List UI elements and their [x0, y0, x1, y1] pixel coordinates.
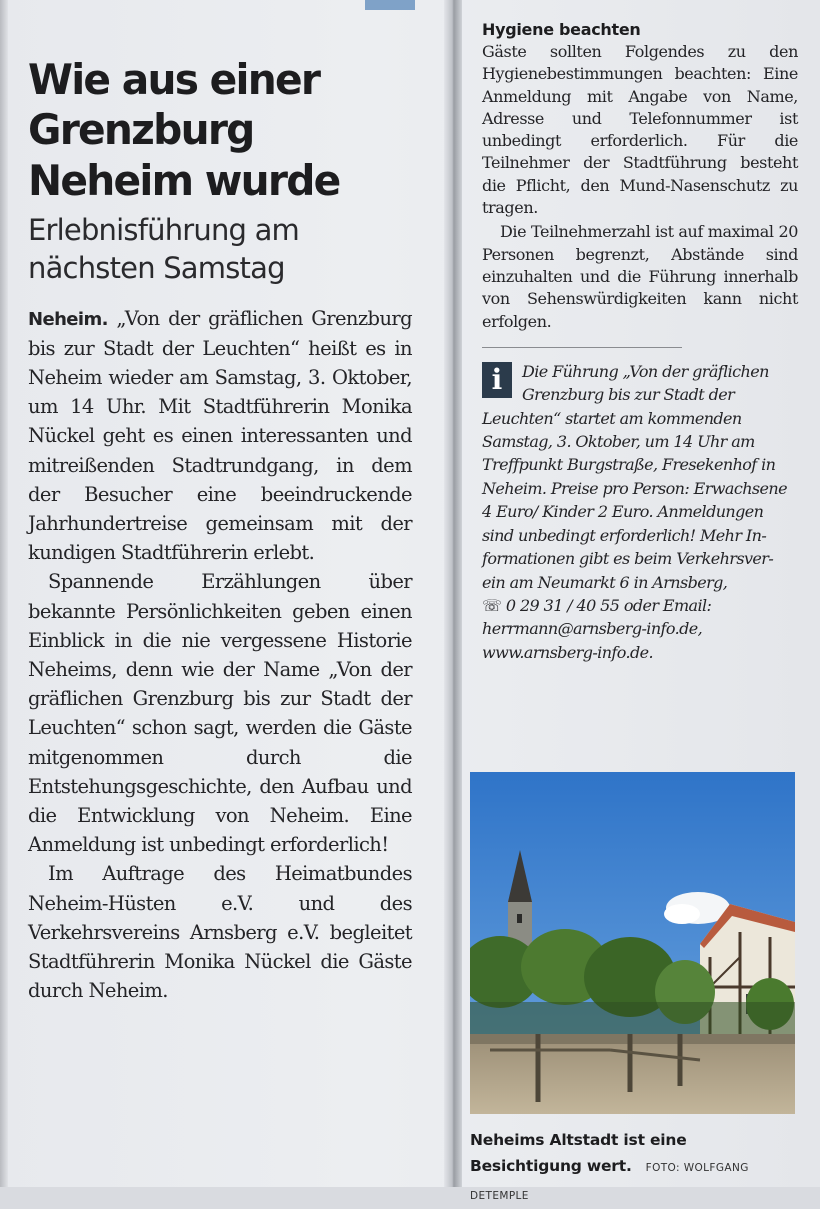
sidebar-paragraph-1: Gäste sollten Folgendes zu den Hygienebestimmungen beachten: Eine Anmeldung mit Angabe von Name, Adresse und Telefonnummer ist unbedingt erforderlich. Für die Teilnehmer der Stadtführung besteht die Pflicht, den Mund-Nasenschutz zu tragen. — [482, 42, 798, 218]
phone-icon: ☏ — [482, 595, 506, 615]
info-line: Die Führung „Von der gräflichen — [522, 361, 769, 381]
sidebar-paragraph-2: Die Teilnehmerzahl ist auf maximal 20 Personen begrenzt, Abstände sind einzuhalten und die Führung innerhalb von Sehenswürdigkeiten kann nicht erfolgen. — [482, 222, 798, 331]
adjacent-page-edge — [365, 0, 415, 10]
caption-text: Neheims Altstadt ist eine Besichtigung wert. — [470, 1131, 687, 1175]
article-paragraph-2: Spannende Erzählungen über bekannte Persönlichkeiten geben einen Einblick in die nie vergessene Historie Neheims, denn wie der Name „Von der gräflichen Grenzburg bis zur Stadt der Leuchten“ schon sagt, werden die Gäste mitgenommen durch die Entstehungsgeschichte, den Aufbau und die Entwicklung von Neheim. Eine Anmeldung ist unbedingt erforderlich! — [28, 570, 412, 857]
divider — [482, 347, 682, 348]
article-headline — [28, 55, 400, 206]
info-line: Treffpunkt Burgstraße, Fresekenhof in — [482, 455, 776, 475]
info-line: formationen gibt es beim Verkehrsver- — [482, 549, 774, 569]
website-link[interactable]: www.arnsberg-info.de. — [482, 642, 653, 662]
page-fold — [444, 0, 462, 1187]
info-line: Grenzburg bis zur Stadt der — [522, 385, 735, 405]
info-icon: i — [482, 362, 512, 398]
altstadt-photo — [470, 772, 795, 1114]
sidebar-heading: Hygiene beachten — [482, 20, 641, 39]
phone-line: 0 29 31 / 40 55 oder Email: — [505, 595, 712, 615]
dateline: Neheim. — [28, 308, 108, 330]
article-subhead — [28, 212, 412, 287]
photo-credit: FOTO: WOLFGANG DETEMPLE — [470, 1162, 749, 1202]
info-line: 4 Euro/ Kinder 2 Euro. Anmeldungen — [482, 502, 764, 522]
headline-line-3: Neheim wurde — [28, 155, 340, 205]
article-paragraph-1 — [28, 304, 412, 568]
info-line: Samstag, 3. Oktober, um 14 Uhr am — [482, 432, 755, 452]
subhead-line-2: nächsten Samstag — [28, 250, 285, 285]
info-line: ein am Neumarkt 6 in Arnsberg, — [482, 572, 728, 592]
article-column — [28, 55, 412, 1005]
info-line: sind unbedingt erforderlich! Mehr In- — [482, 525, 767, 545]
info-box — [482, 360, 798, 664]
email-link[interactable]: herrmann@arnsberg-info.de, — [482, 619, 703, 639]
info-text — [482, 360, 798, 664]
headline-line-2: Grenzburg — [28, 105, 254, 155]
headline-line-1: Wie aus einer — [28, 55, 320, 104]
photo-caption — [470, 1127, 800, 1209]
info-line: Neheim. Preise pro Person: Erwachsene — [482, 478, 787, 498]
info-line: Leuchten“ startet am kommenden — [482, 408, 742, 428]
paragraph-1-text: „Von der gräflichen Grenzburg bis zur Stadt der Leuchten“ heißt es in Neheim wieder am Samstag, 3. Oktober, um 14 Uhr. Mit Stadtführerin Monika Nückel geht es einen interessanten und mitreißenden Stadtrundgang, in dem der Besucher eine beeindruckende Jahrhundertreise gemeinsam mit der kundigen Stadtführerin erlebt. — [28, 306, 413, 565]
page-shadow — [0, 0, 8, 1187]
subhead-line-1: Erlebnisführung am — [28, 213, 299, 248]
article-paragraph-3: Im Auftrage des Heimatbundes Neheim-Hüsten e.V. und des Verkehrsvereins Arnsberg e.V. begleitet Stadtführerin Monika Nückel die Gäste durch Neheim. — [28, 862, 412, 1003]
sidebar-column — [482, 20, 798, 664]
